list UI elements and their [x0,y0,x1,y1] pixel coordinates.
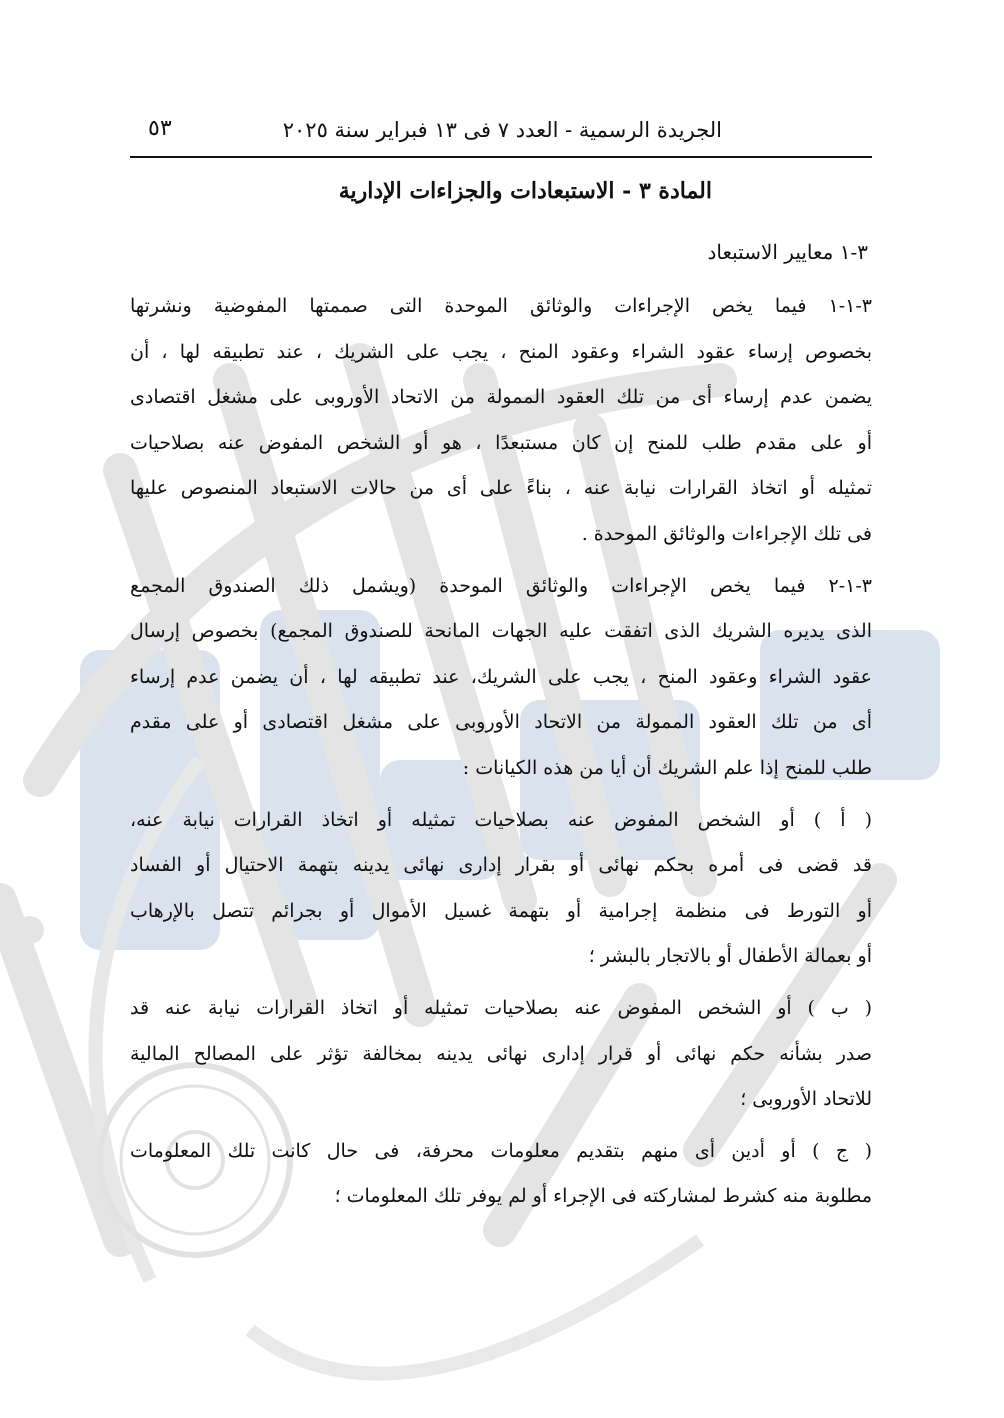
clause-c [130,1129,872,1220]
text-line: مطلوبة منه كشرط لمشاركته فى الإجراء أو لم يوفر تلك المعلومات ؛ [334,1185,872,1208]
text-line: بخصوص إرساء عقود الشراء وعقود المنح ، يجب على الشريك ، عند تطبيقه لها ، أن [130,340,872,363]
article-body [130,284,872,1226]
text-line: طلب للمنح إذا علم الشريك أن أيا من هذه الكيانات : [462,756,872,779]
text-line: ( أ ) أو الشخص المفوض عنه بصلاحيات تمثيله أو اتخاذ القرارات نيابة عنه، [130,808,872,831]
header-divider [130,156,872,158]
article-heading: المادة ٣ - الاستبعادات والجزاءات الإدارية [338,178,712,204]
text-line: أو بعمالة الأطفال أو بالاتجار بالبشر ؛ [588,945,872,968]
text-line: تمثيله أو اتخاذ القرارات نيابة عنه ، بناءً على أى من حالات الاستبعاد المنصوص عليها [130,477,872,500]
text-line: ٣-١-٢ فيما يخص الإجراءات والوثائق الموحدة (ويشمل ذلك الصندوق المجمع [130,574,872,597]
text-line: أو التورط فى منظمة إجرامية أو بتهمة غسيل الأموال أو بجرائم تتصل بالإرهاب [130,899,872,922]
section-subheading: ٣-١ معايير الاستبعاد [707,240,868,264]
text-line: ( ج ) أو أدين أى منهم بتقديم معلومات محرفة، فى حال كانت تلك المعلومات [130,1139,872,1162]
paragraph-3-1-2 [130,564,872,792]
text-line: فى تلك الإجراءات والوثائق الموحدة . [581,522,872,545]
text-line: يضمن عدم إرساء أى من تلك العقود الممولة من الاتحاد الأوروبى على مشغل اقتصادى [130,386,872,409]
text-line: أى من تلك العقود الممولة من الاتحاد الأوروبى على مشغل اقتصادى أو على مقدم [130,711,872,734]
text-line: عقود الشراء وعقود المنح ، يجب على الشريك، عند تطبيقه لها ، أن يضمن عدم إرساء [130,665,872,688]
clause-a [130,798,872,980]
text-line: للاتحاد الأوروبى ؛ [740,1088,872,1111]
page-number: ٥٣ [148,116,172,141]
text-line: صدر بشأنه حكم نهائى أو قرار إدارى نهائى يدينه بمخالفة تؤثر على المصالح المالية [130,1042,872,1065]
document-page [130,108,872,1208]
text-line: ٣-١-١ فيما يخص الإجراءات والوثائق الموحدة التى صممتها المفوضية ونشرتها [130,295,872,317]
text-line: الذى يديره الشريك الذى اتفقت عليه الجهات المانحة للصندوق المجمع) بخصوص إرسال [130,620,872,643]
paragraph-3-1-1 [130,284,872,558]
text-line: أو على مقدم طلب للمنح إن كان مستبعدًا ، هو أو الشخص المفوض عنه بصلاحيات [130,431,872,454]
gazette-header [130,108,872,152]
text-line: ( ب ) أو الشخص المفوض عنه بصلاحيات تمثيله أو اتخاذ القرارات نيابة عنه قد [130,996,872,1019]
text-line: قد قضى فى أمره بحكم نهائى أو بقرار إدارى نهائى يدينه بتهمة الاحتيال أو الفساد [130,854,872,877]
clause-b [130,986,872,1123]
header-title: الجريدة الرسمية - العدد ٧ فى ١٣ فبراير سنة ٢٠٢٥ [282,118,722,142]
